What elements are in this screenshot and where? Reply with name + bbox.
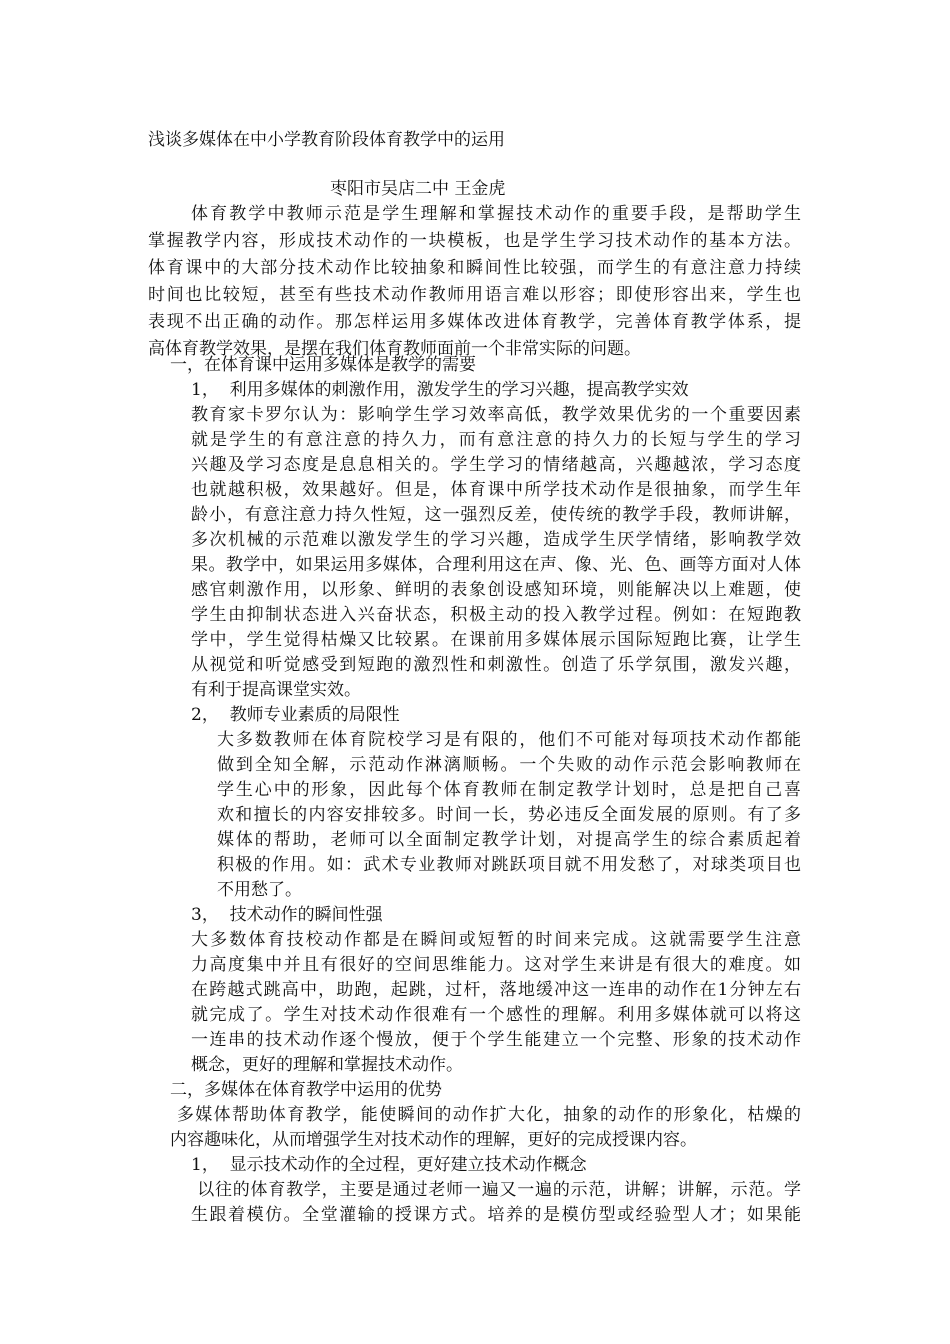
item-line: 学生由抑制状态进入兴奋状态，积极主动的投入教学过程。例如：在短跑教 — [191, 605, 801, 625]
item-line: 从视觉和听觉感受到短跑的激烈性和刺激性。创造了乐学氛围，激发兴趣， — [191, 655, 801, 675]
section-line: 多媒体帮助体育教学，能使瞬间的动作扩大化，抽象的动作的形象化，枯燥的 — [170, 1105, 802, 1125]
item-line: 积极的作用。如：武术专业教师对跳跃项目就不用发愁了，对球类项目也 — [217, 855, 801, 875]
item-heading: 2， 教师专业素质的局限性 — [191, 705, 400, 725]
item-heading: 3， 技术动作的瞬间性强 — [191, 905, 383, 925]
item-line: 教育家卡罗尔认为：影响学生学习效率高低，教学效果优劣的一个重要因素 — [191, 405, 801, 425]
item-line: 欢和擅长的内容安排较多。时间一长，势必违反全面发展的原则。有了多 — [217, 805, 801, 825]
intro-line: 高体育教学效果，是摆在我们体育教师面前一个非常实际的问题。 — [148, 339, 641, 359]
item-line: 大多数教师在体育院校学习是有限的，他们不可能对每项技术动作都能 — [217, 730, 801, 750]
intro-line: 掌握教学内容，形成技术动作的一块模板，也是学生学习技术动作的基本方法。 — [148, 231, 801, 251]
intro-line: 体育课中的大部分技术动作比较抽象和瞬间性比较强，而学生的有意注意力持续 — [148, 258, 801, 278]
author-line: 枣阳市吴店二中 王金虎 — [330, 179, 506, 199]
section-line: 内容趣味化，从而增强学生对技术动作的理解，更好的完成授课内容。 — [170, 1130, 697, 1150]
item-line: 力高度集中并且有很好的空间思维能力。这对学生来讲是有很大的难度。如 — [191, 955, 801, 975]
item-line: 龄小，有意注意力持久性短，这一强烈反差，使传统的教学手段，教师讲解， — [191, 505, 801, 525]
item-line: 媒体的帮助，老师可以全面制定教学计划，对提高学生的综合素质起着 — [217, 830, 801, 850]
item-line: 兴趣及学习态度是息息相关的。学生学习的情绪越高，兴趣越浓，学习态度 — [191, 455, 801, 475]
item-line: 有利于提高课堂实效。 — [191, 680, 361, 700]
item-heading: 1， 显示技术动作的全过程，更好建立技术动作概念 — [191, 1155, 587, 1175]
item-line: 感官刺激作用，以形象、鲜明的表象创设感知环境，则能解决以上难题，使 — [191, 580, 801, 600]
intro-line: 表现不出正确的动作。那怎样运用多媒体改进体育教学，完善体育教学体系，提 — [148, 312, 801, 332]
item-line: 就完成了。学生对技术动作很难有一个感性的理解。利用多媒体就可以将这 — [191, 1005, 801, 1025]
item-line: 学生心中的形象，因此每个体育教师在制定教学计划时，总是把自己喜 — [217, 780, 801, 800]
item-line: 在跨越式跳高中，助跑，起跳，过杆，落地缓冲这一连串的动作在1分钟左右 — [191, 980, 801, 1000]
item-line: 以往的体育教学，主要是通过老师一遍又一遍的示范，讲解；讲解，示范。学 — [191, 1180, 801, 1200]
item-line: 也就越积极，效果越好。但是，体育课中所学技术动作是很抽象，而学生年 — [191, 480, 801, 500]
item-line: 多次机械的示范难以激发学生的学习兴趣，造成学生厌学情绪，影响教学效 — [191, 530, 801, 550]
document-title: 浅谈多媒体在中小学教育阶段体育教学中的运用 — [148, 130, 505, 150]
intro-line: 体育教学中教师示范是学生理解和掌握技术动作的重要手段，是帮助学生 — [191, 204, 801, 224]
item-line: 就是学生的有意注意的持久力，而有意注意的持久力的长短与学生的学习 — [191, 430, 801, 450]
item-line: 学中，学生觉得枯燥又比较累。在课前用多媒体展示国际短跑比赛，让学生 — [191, 630, 801, 650]
item-heading: 1， 利用多媒体的刺激作用，激发学生的学习兴趣，提高教学实效 — [191, 380, 689, 400]
item-line: 生跟着模仿。全堂灌输的授课方式。培养的是模仿型或经验型人才；如果能 — [191, 1205, 801, 1225]
item-line: 做到全知全解，示范动作淋漓顺畅。一个失败的动作示范会影响教师在 — [217, 755, 801, 775]
section-heading: 一，在体育课中运用多媒体是教学的需要 — [170, 355, 476, 375]
item-line: 一连串的技术动作逐个慢放，便于个学生能建立一个完整、形象的技术动作 — [191, 1030, 801, 1050]
item-line: 果。教学中，如果运用多媒体，合理利用这在声、像、光、色、画等方面对人体 — [191, 555, 801, 575]
item-line: 概念，更好的理解和掌握技术动作。 — [191, 1055, 463, 1075]
intro-line: 时间也比较短，甚至有些技术动作教师用语言难以形容；即使形容出来，学生也 — [148, 285, 801, 305]
item-line: 大多数体育技校动作都是在瞬间或短暂的时间来完成。这就需要学生注意 — [191, 930, 801, 950]
section-heading: 二，多媒体在体育教学中运用的优势 — [170, 1080, 442, 1100]
item-line: 不用愁了。 — [217, 880, 302, 900]
